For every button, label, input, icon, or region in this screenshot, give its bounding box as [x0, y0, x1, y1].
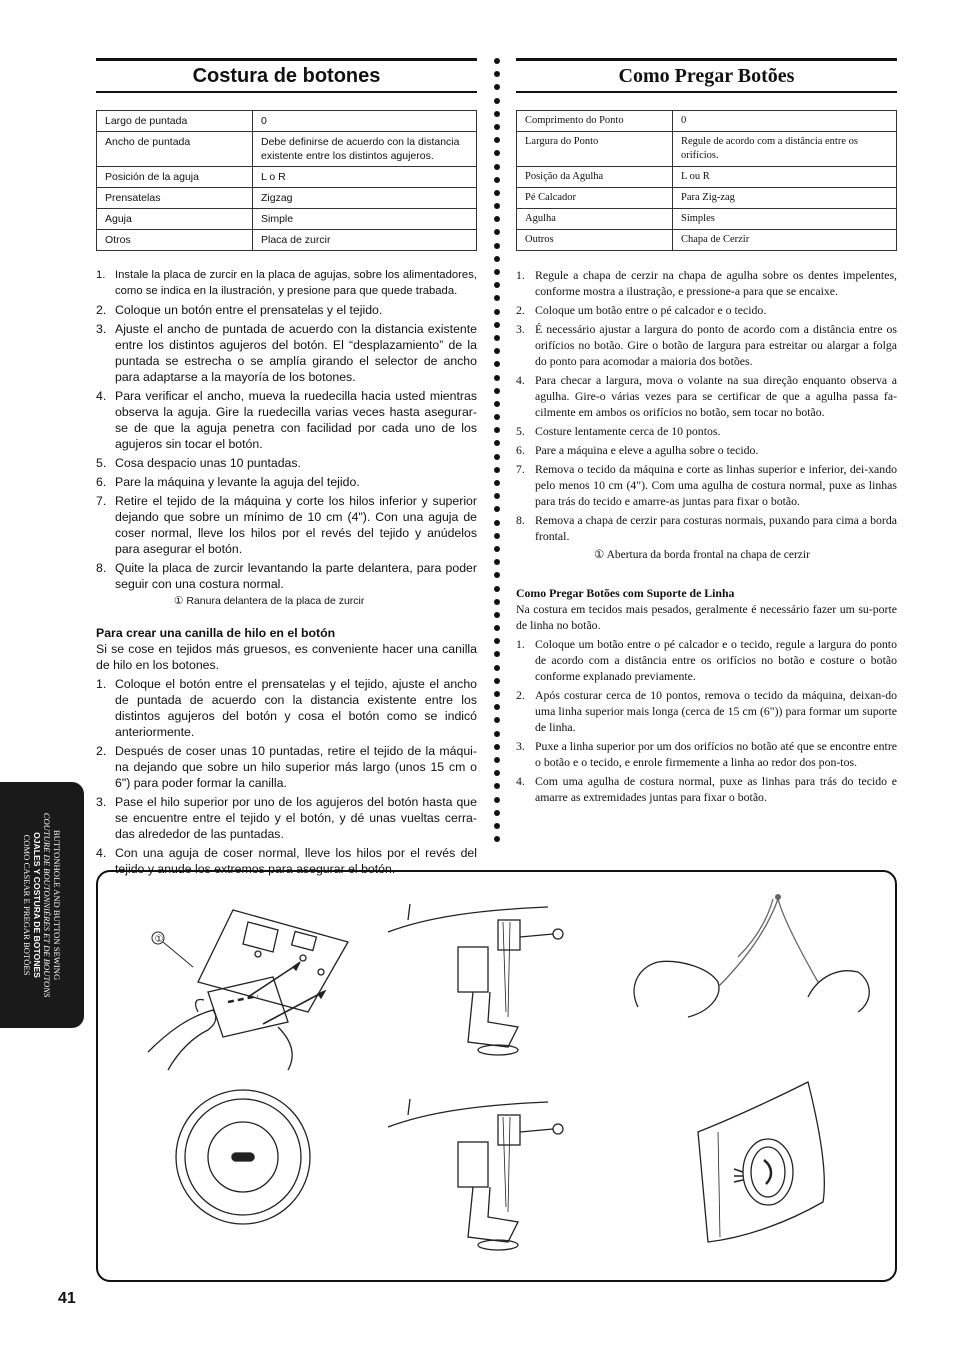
divider-dot	[494, 546, 500, 552]
table-key: Largo de puntada	[97, 111, 253, 132]
divider-dot	[494, 150, 500, 156]
divider-dot	[494, 269, 500, 275]
list-item: 3. Pase el hilo superior por uno de los agujeros del botón hasta que se encuentre entre el tejido y el botón, y dé unas vueltas cerra-das alrededor de las puntadas.	[96, 795, 477, 841]
divider-dot	[494, 731, 500, 737]
table-value: L ou R	[673, 167, 897, 188]
list-item: 1. Instale la placa de zurcir en la placa de agujas, sobre los alimentadores, como se indica en la ilustración, y presione para que quede trabada.	[96, 269, 477, 297]
side-tab-text	[22, 787, 62, 1023]
shank-button-illustration	[688, 1072, 838, 1252]
table-row	[517, 209, 897, 230]
list-item: 6. Pare la máquina y levante la aguja del tejido.	[96, 475, 360, 489]
table-row	[517, 111, 897, 132]
settings-table-pt	[516, 110, 897, 251]
table-key: Pé Calcador	[517, 188, 673, 209]
divider-dot	[494, 836, 500, 842]
sub-steps-list-es	[96, 676, 477, 877]
table-key: Aguja	[97, 209, 253, 230]
table-row	[97, 230, 477, 251]
list-item: 5. Cosa despacio unas 10 puntadas.	[96, 456, 301, 470]
list-item: 7. Remova o tecido da máquina e corte as linhas superior e inferior, dei-xando pelo menos 10 cm (4"). Com uma agulha de costura normal, puxe as linhas para trás do tecido e amarre-as juntas para fixar o botão.	[516, 462, 897, 508]
list-item: 5. Costure lentamente cerca de 10 pontos.	[516, 424, 721, 438]
divider-dot	[494, 704, 500, 710]
table-key: Prensatelas	[97, 188, 253, 209]
presser-foot-illustration-top	[388, 892, 588, 1072]
divider-dot	[494, 586, 500, 592]
divider-dot	[494, 454, 500, 460]
table-value: L o R	[253, 167, 477, 188]
table-key: Largura do Ponto	[517, 132, 673, 167]
divider-dot	[494, 84, 500, 90]
divider-dot	[494, 744, 500, 750]
divider-dot	[494, 71, 500, 77]
table-row	[97, 188, 477, 209]
divider-dot	[494, 190, 500, 196]
list-item: 3. Puxe a linha superior por um dos orifícios no botão até que se encontre entre o botão e o tecido, e enrole firmemente a linha ao redor dos pon-tos.	[516, 739, 897, 769]
table-row	[517, 167, 897, 188]
steps-list-pt	[516, 267, 897, 544]
list-item: 3. Ajuste el ancho de puntada de acuerdo con la distancia existente entre los distintos agujeros del botón. El “desplazamiento” de la puntada se estrecha o se amplía girando el selector de ancho para adaptarse a la mayoría de los botones.	[96, 322, 477, 384]
divider-dot	[494, 335, 500, 341]
divider-dot	[494, 480, 500, 486]
thread-shank-hands-illustration	[618, 887, 878, 1037]
button-illustration	[168, 1082, 318, 1232]
table-key: Posição da Agulha	[517, 167, 673, 188]
list-item: 8. Remova a chapa de cerzir para costuras normais, puxando para cima a borda frontal.	[516, 513, 897, 543]
sub-steps-list-pt	[516, 636, 897, 805]
table-value: Regule de acordo com a distância entre os orifícios.	[673, 132, 897, 167]
side-tab-line: COUTURE DE BOUTONNIÈRES ET DE BOUTONS	[42, 812, 52, 998]
divider-dot	[494, 243, 500, 249]
table-key: Outros	[517, 230, 673, 251]
settings-table-es	[96, 110, 477, 251]
divider-dot	[494, 98, 500, 104]
list-item: 2. Coloque um botão entre o pé calcador e o tecido.	[516, 303, 767, 317]
divider-dot	[494, 783, 500, 789]
divider-dot	[494, 823, 500, 829]
portuguese-column	[516, 58, 897, 808]
divider-dot	[494, 111, 500, 117]
figure-note-es: ① Ranura delantera de la placa de zurcir	[174, 595, 365, 607]
divider-dot	[494, 282, 500, 288]
page-title-pt: Como Pregar Botões	[516, 58, 897, 93]
subsection-title-es: Para crear una canilla de hilo en el botón	[96, 626, 336, 640]
divider-dot	[494, 651, 500, 657]
divider-dot	[494, 757, 500, 763]
list-item: 2. Coloque un botón entre el prensatelas y el tejido.	[96, 303, 383, 317]
page-title-es: Costura de botones	[96, 58, 477, 93]
table-row	[517, 132, 897, 167]
subsection-intro-pt: Na costura em tecidos mais pesados, geralmente é necessário fazer um su-porte de linha no botão.	[516, 602, 897, 632]
list-item: 4. Para checar a largura, mova o volante na sua direção enquanto observa a agulha. Gire-o várias vezes para se certificar de que a agulha passa fa-cilmente em ambos os orifícios no botão, sem tocar no botão.	[516, 373, 897, 419]
divider-dot	[494, 506, 500, 512]
divider-dot	[494, 599, 500, 605]
divider-dot	[494, 164, 500, 170]
table-value: Chapa de Cerzir	[673, 230, 897, 251]
list-item: 1. Coloque um botão entre o pé calcador e o tecido, regule a largura do ponto de acordo com a distância entre os orifícios no botão e costure o botão conforme explanado previamente.	[516, 637, 897, 683]
table-row	[517, 230, 897, 251]
divider-dot	[494, 348, 500, 354]
darning-plate-illustration	[138, 892, 368, 1072]
divider-dot	[494, 678, 500, 684]
table-value: Zigzag	[253, 188, 477, 209]
divider-dot	[494, 309, 500, 315]
presser-foot-illustration-bottom	[388, 1087, 588, 1262]
divider-dot	[494, 638, 500, 644]
table-key: Otros	[97, 230, 253, 251]
side-tab-line: COMO CASEAR E PREGAR BOTÕES	[22, 834, 32, 976]
divider-dot	[494, 691, 500, 697]
divider-dot	[494, 493, 500, 499]
divider-dot	[494, 520, 500, 526]
divider-dot	[494, 388, 500, 394]
divider-dot	[494, 467, 500, 473]
list-item: 4. Con una aguja de coser normal, lleve los hilos por el revés del tejido y anude los extremos para asegurar el botón.	[96, 846, 477, 876]
table-value: Placa de zurcir	[253, 230, 477, 251]
divider-dot	[494, 401, 500, 407]
divider-dot	[494, 361, 500, 367]
divider-dot	[494, 375, 500, 381]
list-item: 6. Pare a máquina e eleve a agulha sobre o tecido.	[516, 443, 759, 457]
divider-dot	[494, 572, 500, 578]
figure-note-pt: ① Abertura da borda frontal na chapa de cerzir	[594, 547, 810, 561]
divider-dot	[494, 797, 500, 803]
list-item: 7. Retire el tejido de la máquina y corte los hilos inferior y superior dejando que sobre un mínimo de 10 cm (4"). Con una aguja de coser normal, lleve los hilos por el revés del tejido y anúdelos para asegurar el botón.	[96, 494, 477, 556]
table-row	[97, 209, 477, 230]
divider-dot	[494, 612, 500, 618]
divider-dot	[494, 124, 500, 130]
divider-dot	[494, 177, 500, 183]
divider-dot	[494, 256, 500, 262]
illustration-panel	[96, 870, 897, 1282]
divider-dot	[494, 137, 500, 143]
divider-dot	[494, 665, 500, 671]
table-value: Para Zig-zag	[673, 188, 897, 209]
divider-dot	[494, 533, 500, 539]
table-value: Debe definirse de acuerdo con la distancia existente entre los distintos agujeros.	[253, 132, 477, 167]
table-row	[97, 167, 477, 188]
table-value: 0	[253, 111, 477, 132]
divider-dot	[494, 216, 500, 222]
subsection-intro-es: Si se cose en tejidos más gruesos, es conveniente hacer una canilla de hilo en los botones.	[96, 642, 477, 672]
divider-dot	[494, 625, 500, 631]
divider-dot	[494, 203, 500, 209]
divider-dot	[494, 717, 500, 723]
table-row	[517, 188, 897, 209]
table-key: Ancho de puntada	[97, 132, 253, 167]
divider-dot	[494, 559, 500, 565]
list-item: 3. É necessário ajustar a largura do ponto de acordo com a distância entre os orifícios no botão. Gire o botão de largura para estreitar ou alargar a folga do ponto para acomodar a maioria dos botões.	[516, 322, 897, 368]
list-item: 2. Após costurar cerca de 10 pontos, remova o tecido da máquina, deixan-do uma linha superior mais longa (cerca de 15 cm (6")) para formar um suporte de linha.	[516, 688, 897, 734]
list-item: 1. Regule a chapa de cerzir na chapa de agulha sobre os dentes impelentes, conforme mostra a ilustração, e pressione-a para que se encaixe.	[516, 268, 897, 298]
table-key: Comprimento do Ponto	[517, 111, 673, 132]
divider-dot	[494, 229, 500, 235]
table-value: Simple	[253, 209, 477, 230]
divider-dot	[494, 770, 500, 776]
table-row	[97, 111, 477, 132]
table-row	[97, 132, 477, 167]
subsection-title-pt: Como Pregar Botões com Suporte de Linha	[516, 586, 735, 600]
column-divider	[493, 58, 501, 849]
side-tab-line: BUTTONHOLE AND BUTTON SEWING	[52, 829, 62, 981]
divider-dot	[494, 427, 500, 433]
divider-dot	[494, 295, 500, 301]
table-key: Agulha	[517, 209, 673, 230]
list-item: 4. Com uma agulha de costura normal, puxe as linhas para trás do tecido e amarre as extremidades juntas para fixar o botão.	[516, 774, 897, 804]
spanish-column	[96, 58, 477, 880]
list-item: 4. Para verificar el ancho, mueva la ruedecilla hacia usted mientras observa la aguja. Gire la ruedecilla varias veces hasta asegurar-se de que la aguja penetra con facilidad por cada uno de los agujeros sin tocar el botón.	[96, 389, 477, 451]
section-side-tab	[0, 782, 84, 1028]
divider-dot	[494, 810, 500, 816]
table-key: Posición de la aguja	[97, 167, 253, 188]
list-item: 2. Después de coser unas 10 puntadas, retire el tejido de la máqui-na dejando que sobre un hilo superior más largo (unos 15 cm o 6") para poder formar la canilla.	[96, 744, 477, 790]
divider-dot	[494, 322, 500, 328]
divider-dot	[494, 414, 500, 420]
table-value: Simples	[673, 209, 897, 230]
table-value: 0	[673, 111, 897, 132]
list-item: 1. Coloque el botón entre el prensatelas y el tejido, ajuste el ancho de puntada de acuerdo con la distancia existente entre los distintos agujeros del botón y cosa el botón como se indicó anteriormente.	[96, 677, 477, 739]
page-number: 41	[58, 1290, 76, 1307]
divider-dot	[494, 440, 500, 446]
list-item: 8. Quite la placa de zurcir levantando la parte delantera, para poder seguir con una costura normal.	[96, 561, 477, 591]
divider-dot	[494, 58, 500, 64]
steps-list-es	[96, 267, 477, 592]
callout-label: ①	[154, 934, 164, 945]
side-tab-line: OJALES Y COSTURA DE BOTONES	[32, 832, 42, 978]
